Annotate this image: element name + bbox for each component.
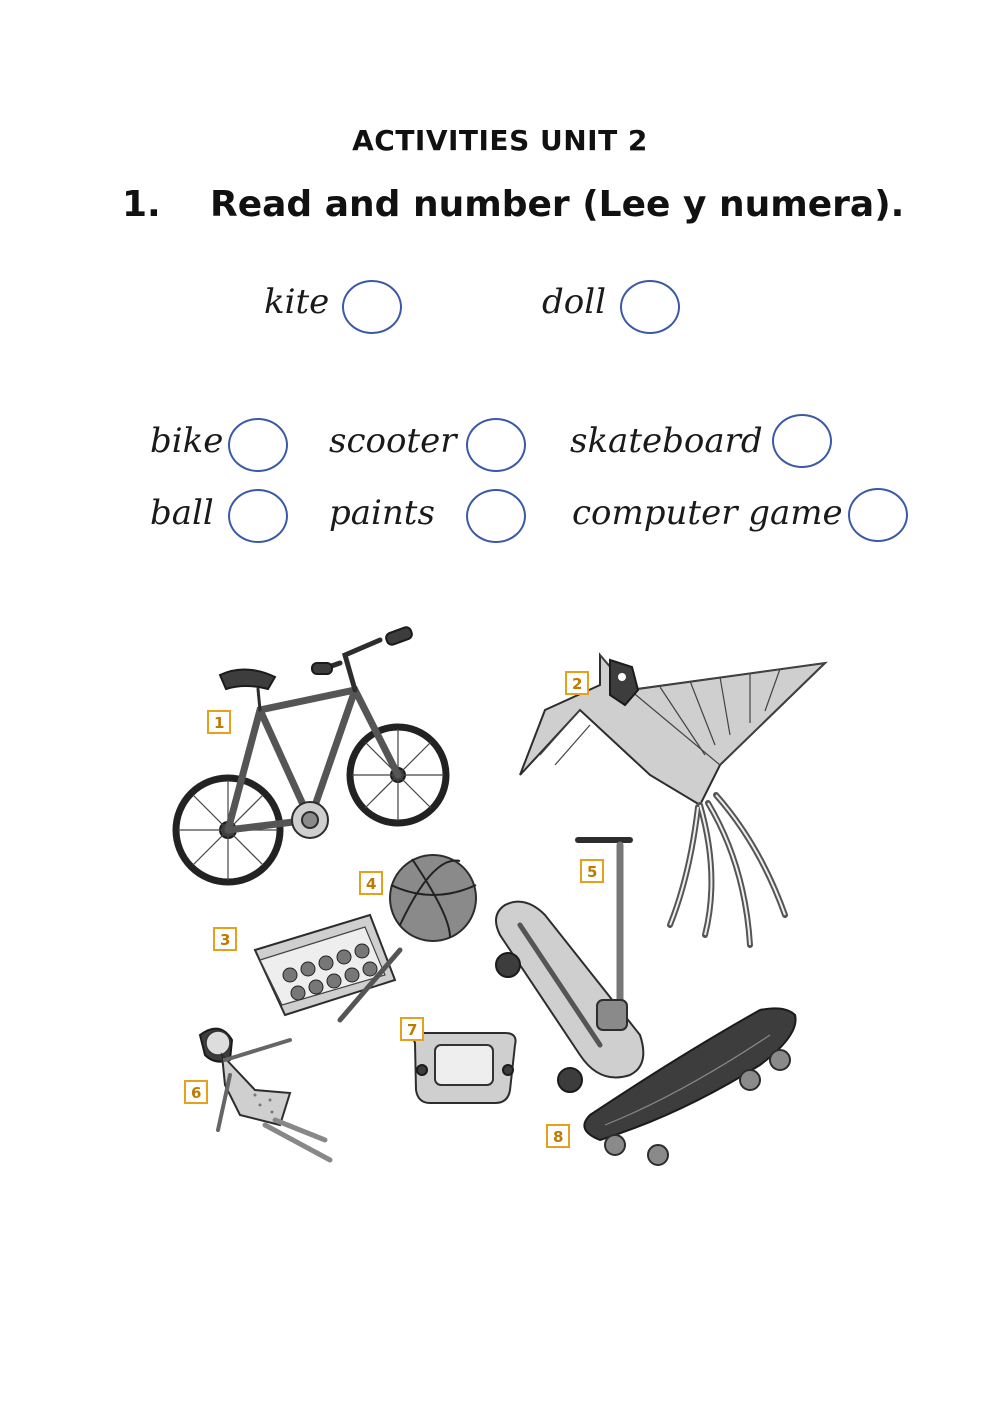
kite-image xyxy=(520,655,825,945)
badge-1-text: 1 xyxy=(214,714,225,732)
badge-2 xyxy=(566,672,588,694)
answer-circle-skateboard[interactable] xyxy=(772,414,832,468)
word-scooter: scooter xyxy=(329,421,457,461)
scooter-image xyxy=(496,840,643,1092)
exercise-instruction xyxy=(122,184,904,225)
word-kite: kite xyxy=(264,282,330,322)
word-skateboard: skateboard xyxy=(570,421,763,461)
bike-image xyxy=(176,626,446,882)
answer-circle-ball[interactable] xyxy=(228,489,288,543)
computer-game-image xyxy=(414,1033,516,1103)
answer-circle-computer-game[interactable] xyxy=(848,488,908,542)
answer-circle-paints[interactable] xyxy=(466,489,526,543)
badge-8-text: 8 xyxy=(553,1128,564,1146)
word-doll: doll xyxy=(542,282,606,322)
ball-image xyxy=(390,855,476,941)
badge-7-text: 7 xyxy=(407,1021,418,1039)
exercise-text: Read and number (Lee y numera). xyxy=(210,184,905,225)
toys-illustration xyxy=(160,615,860,1175)
worksheet-title: ACTIVITIES UNIT 2 xyxy=(352,124,648,157)
word-bike: bike xyxy=(150,421,224,461)
badge-5 xyxy=(581,860,603,882)
badge-3-text: 3 xyxy=(220,931,231,949)
paints-image xyxy=(255,915,400,1020)
answer-circle-bike[interactable] xyxy=(228,418,288,472)
badge-7 xyxy=(401,1018,423,1040)
badge-4 xyxy=(360,872,382,894)
badge-6-text: 6 xyxy=(191,1084,202,1102)
exercise-number: 1. xyxy=(122,184,161,225)
badge-1 xyxy=(208,711,230,733)
answer-circle-scooter[interactable] xyxy=(466,418,526,472)
doll-image xyxy=(200,1029,330,1160)
badge-5-text: 5 xyxy=(587,863,598,881)
badge-4-text: 4 xyxy=(366,875,377,893)
word-computer-game: computer game xyxy=(572,493,843,533)
answer-circle-doll[interactable] xyxy=(620,280,680,334)
word-ball: ball xyxy=(150,493,214,533)
answer-circle-kite[interactable] xyxy=(342,280,402,334)
badge-8 xyxy=(547,1125,569,1147)
badge-2-text: 2 xyxy=(572,675,583,693)
badge-6 xyxy=(185,1081,207,1103)
badge-3 xyxy=(214,928,236,950)
word-paints: paints xyxy=(329,493,435,533)
